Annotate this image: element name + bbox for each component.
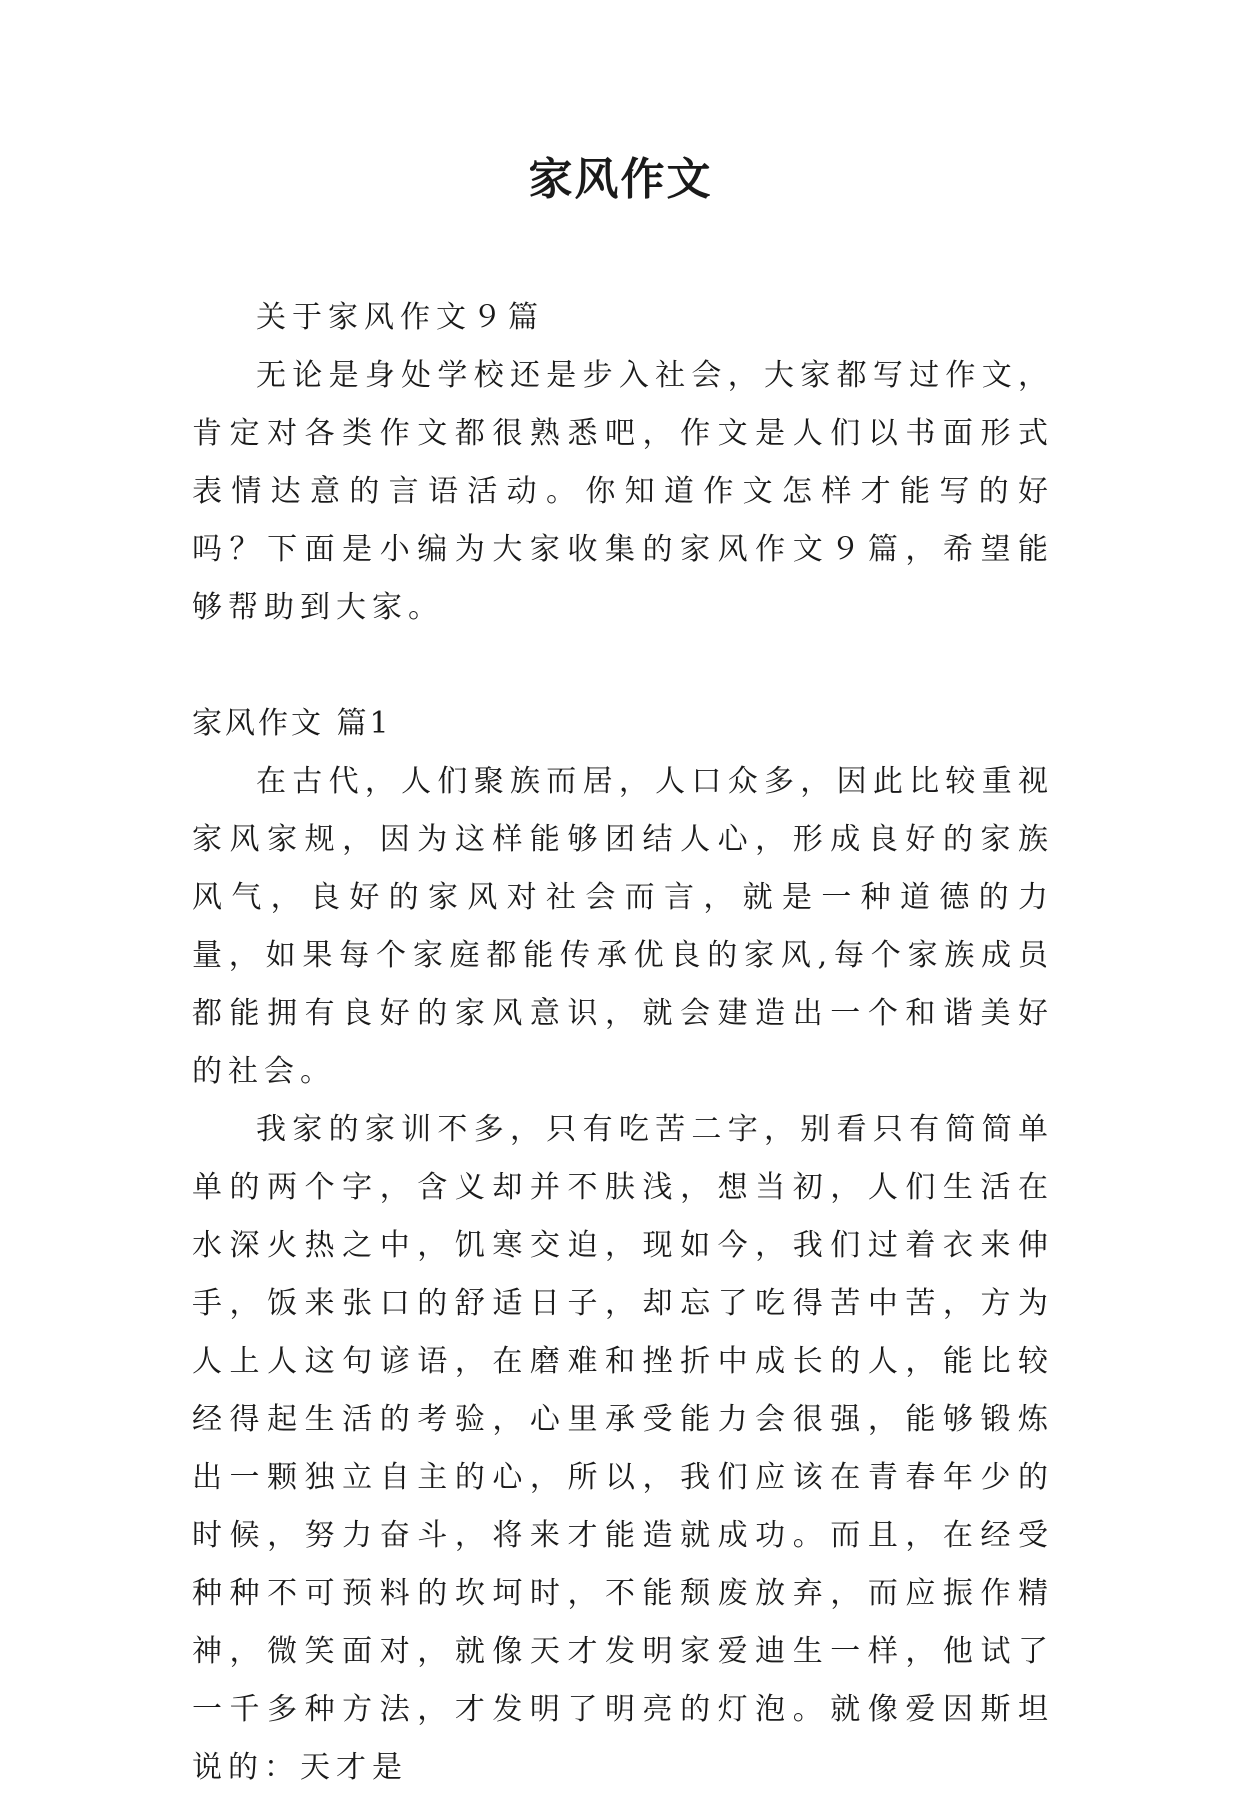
section-heading: 家风作文 篇1 bbox=[192, 706, 392, 741]
intro-paragraph: 无论是身处学校还是步入社会，大家都写过作文，肯定对各类作文都很熟悉吧，作文是人们以书面形式表情达意的言语活动。你知道作文怎样才能写的好吗？下面是小编为大家收集的家风作文９篇，希望能够帮助到大家。 bbox=[192, 358, 1054, 625]
document-body bbox=[192, 289, 1054, 1797]
body-paragraph: 我家的家训不多，只有吃苦二字，别看只有简简单单的两个字，含义却并不肤浅，想当初，人们生活在水深火热之中，饥寒交迫，现如今，我们过着衣来伸手，饭来张口的舒适日子，却忘了吃得苦中苦，方为人上人这句谚语，在磨难和挫折中成长的人，能比较经得起生活的考验，心里承受能力会很强，能够锻炼出一颗独立自主的心，所以，我们应该在青春年少的时候，努力奋斗，将来才能造就成功。而且，在经受种种不可预料的坎坷时，不能颓废放弃，而应振作精神，微笑面对，就像天才发明家爱迪生一样，他试了一千多种方法，才发明了明亮的灯泡。就像爱因斯坦说的：天才是 bbox=[192, 1112, 1054, 1785]
intro-heading: 关于家风作文９篇 bbox=[256, 300, 544, 335]
body-paragraph: 在古代，人们聚族而居，人口众多，因此比较重视家风家规，因为这样能够团结人心，形成良好的家族风气，良好的家风对社会而言，就是一种道德的力量，如果每个家庭都能传承优良的家风,每个家族成员都能拥有良好的家风意识，就会建造出一个和谐美好的社会。 bbox=[192, 764, 1054, 1089]
document-title: 家风作文 bbox=[528, 154, 713, 205]
